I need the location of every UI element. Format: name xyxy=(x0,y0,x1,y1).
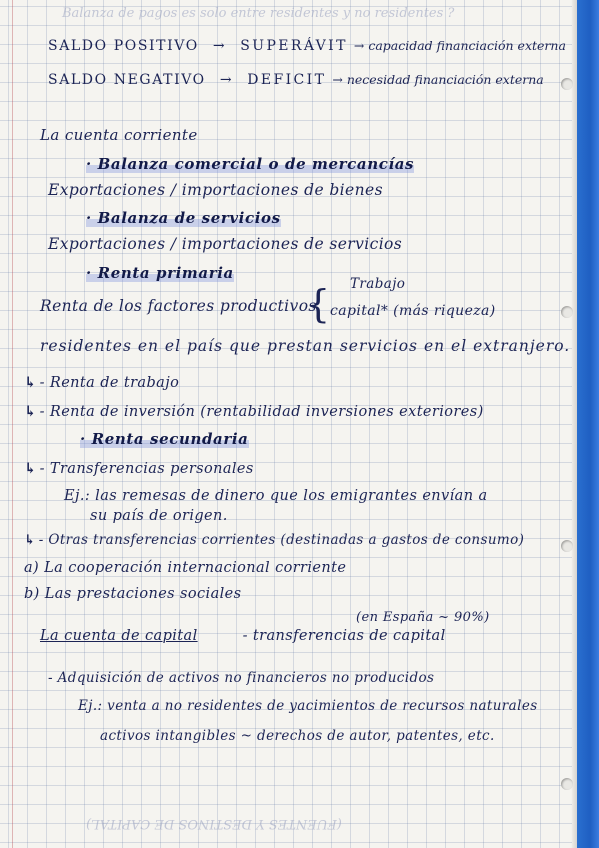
renta-inversion-item xyxy=(24,403,484,420)
hook-arrow-icon: ↳ xyxy=(24,403,37,420)
binding-hole xyxy=(561,306,573,318)
prestaciones-item: b) Las prestaciones sociales xyxy=(24,586,242,602)
ejemplo-remesas-line-2: su país de origen. xyxy=(90,508,228,524)
exportaciones-bienes-line: Exportaciones / importaciones de bienes xyxy=(48,181,383,199)
transferencias-personales-item xyxy=(24,460,254,477)
cuenta-corriente-heading: La cuenta corriente xyxy=(40,126,198,144)
hook-arrow-icon: ↳ xyxy=(24,532,36,548)
exportaciones-servicios-line: Exportaciones / importaciones de servicios xyxy=(48,235,403,253)
saldo-positivo-line xyxy=(48,38,566,54)
transferencias-personales-label: - Transferencias personales xyxy=(39,461,254,477)
arrow-right-icon: → xyxy=(219,72,234,88)
deficit-label: DEFICIT xyxy=(247,72,327,88)
notebook-spine xyxy=(577,0,599,848)
renta-trabajo-item xyxy=(24,374,179,391)
capital-label: capital* (más riqueza) xyxy=(330,303,496,319)
saldo-negativo-line xyxy=(48,72,544,88)
otras-transferencias-item xyxy=(24,532,524,548)
otras-transferencias-label: - Otras transferencias corrientes (destinadas a gastos de consumo) xyxy=(38,532,525,548)
transferencias-capital-label: - transferencias de capital xyxy=(242,628,446,644)
trabajo-label: Trabajo xyxy=(350,276,406,292)
arrow-right-icon: → xyxy=(212,38,227,54)
capacidad-note: → capacidad financiación externa xyxy=(353,38,566,53)
adquisicion-line: - Adquisición de activos no financieros no producidos xyxy=(48,670,435,686)
necesidad-note: → necesidad financiación externa xyxy=(332,72,544,87)
ejemplo-remesas-line-1: Ej.: las remesas de dinero que los emigrantes envían a xyxy=(64,488,488,504)
renta-inversion-label: - Renta de inversión (rentabilidad inversiones exteriores) xyxy=(39,404,484,420)
curly-brace-icon: { xyxy=(306,282,331,326)
superavit-label: SUPERÁVIT xyxy=(240,38,348,54)
balanza-servicios-heading: · Balanza de servicios xyxy=(86,209,281,227)
renta-factores-line: Renta de los factores productivos xyxy=(40,297,317,315)
bleed-through-footer: (FUENTES Y DESTINOS DE CAPITAL) xyxy=(86,816,342,831)
activos-intangibles-line: activos intangibles ~ derechos de autor, patentes, etc. xyxy=(100,728,495,744)
cooperacion-item: a) La cooperación internacional corriente xyxy=(24,560,347,576)
cuenta-capital-label: La cuenta de capital xyxy=(40,628,198,644)
espana-percent-note: (en España ~ 90%) xyxy=(356,610,490,625)
residentes-line: residentes en el país que prestan servicios en el extranjero. xyxy=(40,337,571,355)
renta-secundaria-heading: · Renta secundaria xyxy=(80,430,249,448)
cuenta-capital-heading xyxy=(40,628,446,644)
hook-arrow-icon: ↳ xyxy=(24,374,37,391)
binding-hole xyxy=(561,778,573,790)
renta-primaria-heading: · Renta primaria xyxy=(86,264,234,282)
saldo-negativo-label: SALDO NEGATIVO xyxy=(48,72,206,88)
balanza-comercial-heading: · Balanza comercial o de mercancías xyxy=(86,155,415,173)
saldo-positivo-label: SALDO POSITIVO xyxy=(48,38,199,54)
hook-arrow-icon: ↳ xyxy=(24,460,37,477)
margin-line xyxy=(12,0,13,848)
renta-trabajo-label: - Renta de trabajo xyxy=(39,375,180,391)
bleed-through-header: Balanza de pagos es solo entre residentes y no residentes ? xyxy=(62,6,455,21)
binding-hole xyxy=(561,540,573,552)
ejemplo-venta-line: Ej.: venta a no residentes de yacimientos de recursos naturales xyxy=(78,698,538,714)
binding-hole xyxy=(561,78,573,90)
spiral-holes xyxy=(555,0,573,848)
